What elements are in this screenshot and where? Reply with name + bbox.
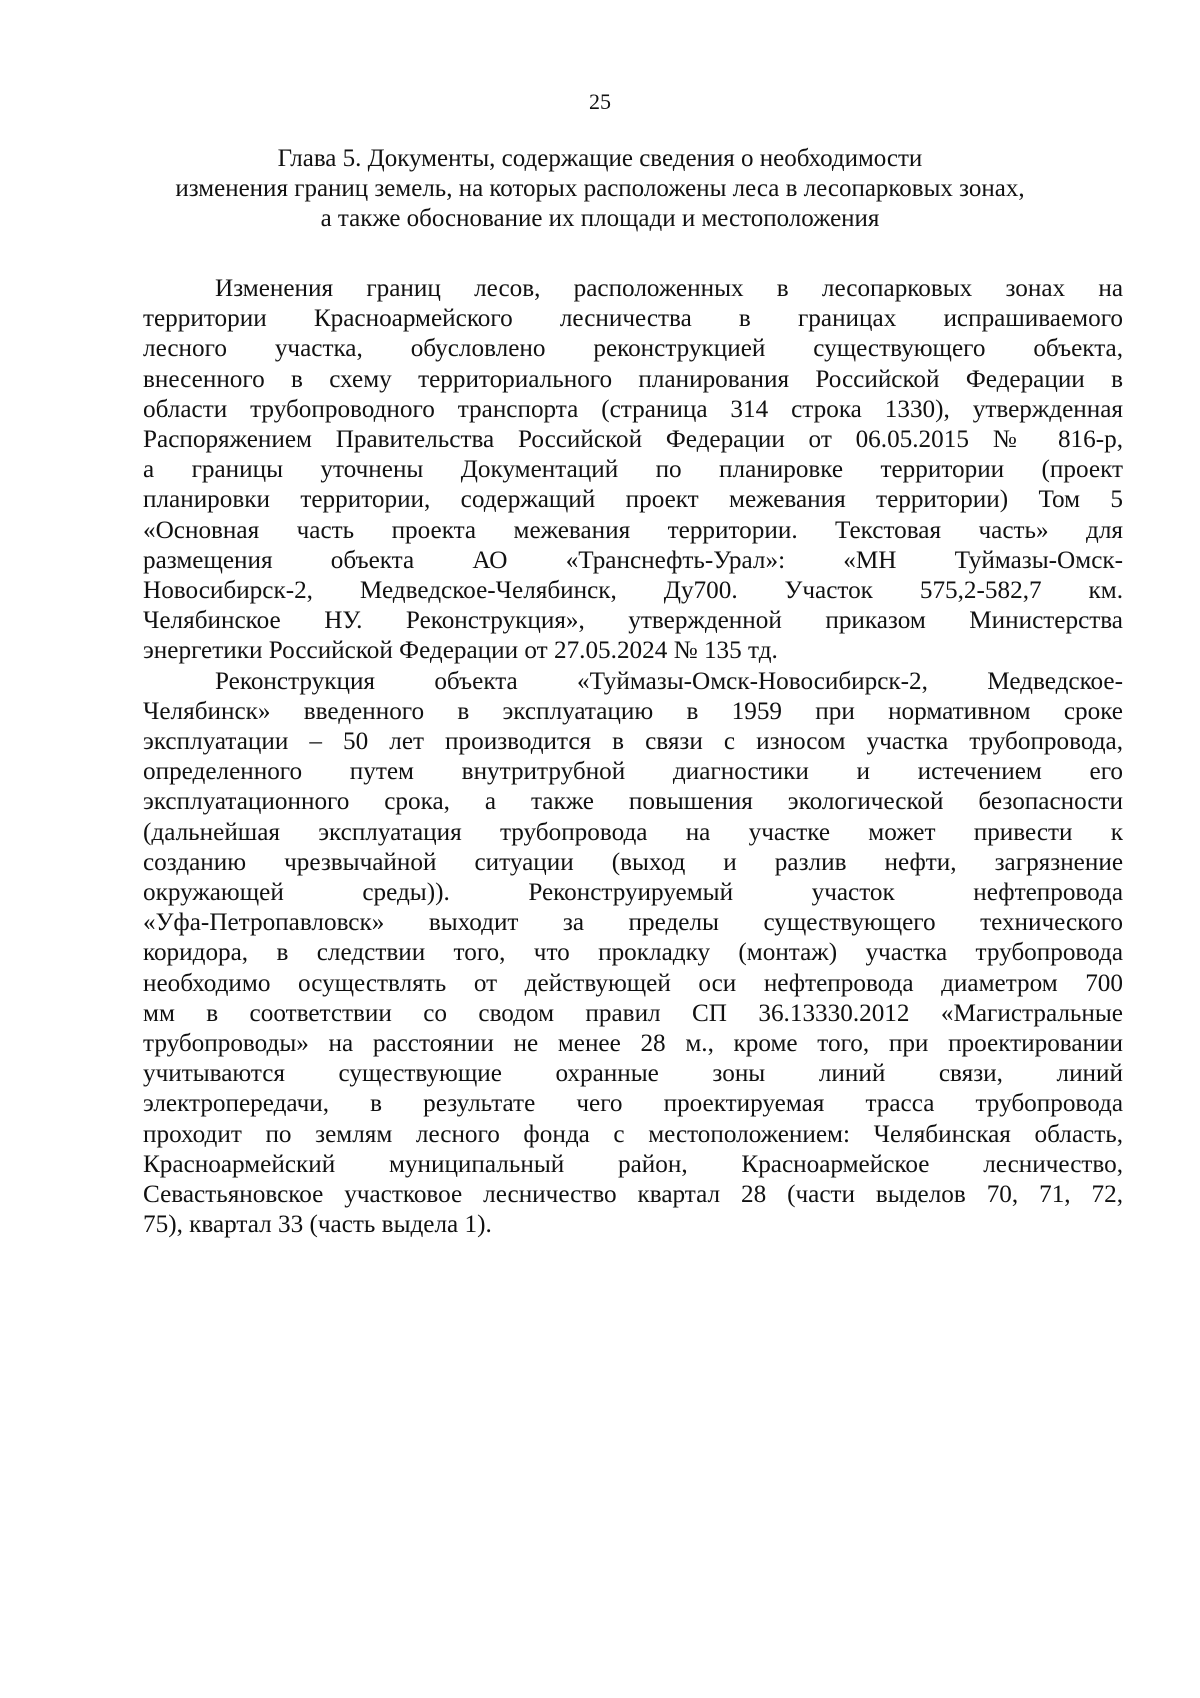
- text-line: планировки территории, содержащий проект межевания территории) Том 5: [143, 486, 1123, 514]
- text-line: области трубопроводного транспорта (страница 314 строка 1330), утвержденная: [143, 395, 1123, 423]
- body-text: [143, 274, 1123, 1241]
- paragraph-boundary-changes: [143, 274, 1123, 667]
- text-line: размещения объекта АО «Транснефть-Урал»: «МН Туймазы-Омск-: [143, 546, 1123, 574]
- text-line: Красноармейский муниципальный район, Красноармейское лесничество,: [143, 1150, 1123, 1178]
- chapter-title-line: Глава 5. Документы, содержащие сведения о необходимости: [277, 145, 923, 172]
- text-line: внесенного в схему территориального планирования Российской Федерации в: [143, 365, 1123, 393]
- text-line: созданию чрезвычайной ситуации (выход и разлив нефти, загрязнение: [143, 848, 1123, 876]
- chapter-title: [140, 144, 1060, 234]
- text-line: а границы уточнены Документаций по планировке территории (проект: [143, 456, 1123, 484]
- text-line: энергетики Российской Федерации от 27.05.2024 № 135 тд.: [143, 637, 778, 665]
- text-line: мм в соответствии со сводом правил СП 36.13330.2012 «Магистральные: [143, 999, 1123, 1027]
- text-line: Челябинск» введенного в эксплуатацию в 1959 при нормативном сроке: [143, 697, 1123, 725]
- text-line: Челябинское НУ. Реконструкция», утвержденной приказом Министерства: [143, 607, 1123, 635]
- text-line: территории Красноармейского лесничества в границах испрашиваемого: [143, 305, 1123, 333]
- text-line: Распоряжением Правительства Российской Федерации от 06.05.2015 № 816-р,: [143, 426, 1123, 454]
- text-line: определенного путем внутритрубной диагностики и истечением его: [143, 758, 1123, 786]
- text-line: Реконструкция объекта «Туймазы-Омск-Новосибирск-2, Медведское-: [215, 667, 1123, 695]
- text-line: учитываются существующие охранные зоны линий связи, линий: [143, 1060, 1123, 1088]
- chapter-title-line: изменения границ земель, на которых расположены леса в лесопарковых зонах,: [175, 175, 1025, 202]
- text-line: необходимо осуществлять от действующей оси нефтепровода диаметром 700: [143, 969, 1123, 997]
- text-line: 75), квартал 33 (часть выдела 1).: [143, 1211, 492, 1239]
- text-line: эксплуатации – 50 лет производится в связи с износом участка трубопровода,: [143, 728, 1123, 756]
- paragraph-reconstruction: [143, 667, 1123, 1241]
- text-line: электропередачи, в результате чего проектируемая трасса трубопровода: [143, 1090, 1123, 1118]
- chapter-title-line: а также обоснование их площади и местоположения: [320, 205, 880, 232]
- text-line: коридора, в следствии того, что прокладку (монтаж) участка трубопровода: [143, 939, 1123, 967]
- text-line: Изменения границ лесов, расположенных в лесопарковых зонах на: [215, 275, 1123, 302]
- text-line: Севастьяновское участковое лесничество квартал 28 (части выделов 70, 71, 72,: [143, 1181, 1123, 1209]
- text-line: (дальнейшая эксплуатация трубопровода на участке может привести к: [143, 818, 1123, 846]
- text-line: трубопроводы» на расстоянии не менее 28 м., кроме того, при проектировании: [143, 1030, 1123, 1058]
- page-number: 25: [589, 89, 611, 114]
- text-line: проходит по землям лесного фонда с местоположением: Челябинская область,: [143, 1120, 1123, 1148]
- text-line: Новосибирск-2, Медведское-Челябинск, Ду700. Участок 575,2-582,7 км.: [143, 577, 1123, 605]
- text-line: «Основная часть проекта межевания территории. Текстовая часть» для: [143, 516, 1123, 544]
- text-line: окружающей среды)). Реконструируемый участок нефтепровода: [143, 879, 1123, 907]
- text-line: лесного участка, обусловлено реконструкцией существующего объекта,: [143, 335, 1123, 363]
- text-line: эксплуатационного срока, а также повышения экологической безопасности: [143, 788, 1123, 816]
- text-line: «Уфа-Петропавловск» выходит за пределы существующего технического: [143, 909, 1123, 937]
